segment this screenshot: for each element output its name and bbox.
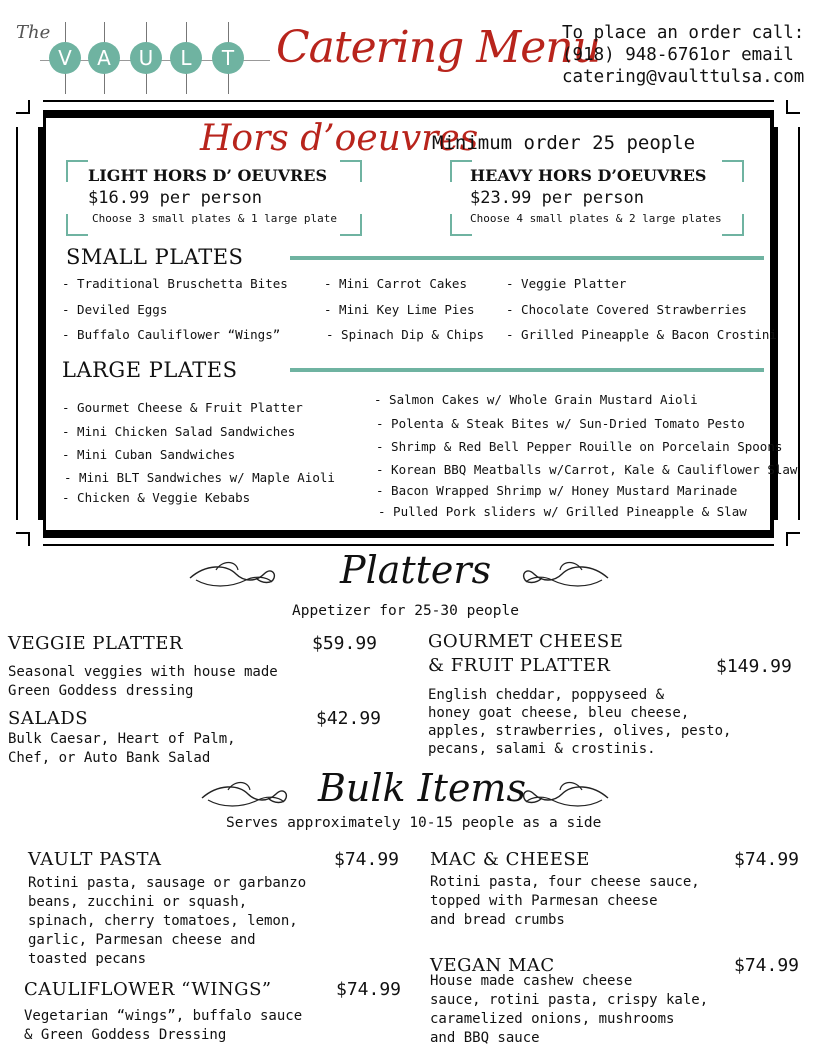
frame-corner-notch — [16, 100, 30, 114]
veggie-platter-price: $59.99 — [312, 633, 378, 654]
logo-letter: T — [212, 42, 244, 74]
bracket — [722, 160, 744, 182]
desc-line: spinach, cherry tomatoes, lemon, — [28, 913, 298, 929]
cheese-platter-desc — [428, 686, 731, 758]
hors-title: Hors d’oeuvres — [200, 118, 479, 159]
list-item: - Chocolate Covered Strawberries — [506, 302, 747, 317]
title-line: GOURMET CHEESE — [428, 631, 624, 652]
logo-letter: L — [170, 42, 202, 74]
vegan-mac-desc — [430, 972, 708, 1048]
desc-line: pecans, salami & crostinis. — [428, 741, 656, 757]
list-item: - Mini BLT Sandwiches w/ Maple Aioli — [64, 470, 335, 485]
cheese-platter-title — [428, 630, 623, 678]
desc-line: caramelized onions, mushrooms — [430, 1011, 675, 1027]
desc-line: Rotini pasta, sausage or garbanzo — [28, 875, 307, 891]
salads-price: $42.99 — [316, 708, 382, 729]
list-item: - Traditional Bruschetta Bites — [62, 276, 288, 291]
list-item: - Bacon Wrapped Shrimp w/ Honey Mustard Marinade — [376, 483, 738, 498]
hors-minimum: Minimum order 25 people — [432, 132, 696, 154]
veggie-platter-title: VEGGIE PLATTER — [8, 633, 183, 654]
contact-info — [562, 22, 804, 88]
flourish-left-icon — [186, 560, 278, 590]
page-title: Catering Menu — [276, 22, 600, 73]
bracket — [450, 214, 472, 236]
list-item: - Buffalo Cauliflower “Wings” — [62, 327, 281, 342]
list-item: - Mini Chicken Salad Sandwiches — [62, 424, 296, 439]
list-item: - Mini Key Lime Pies — [324, 302, 475, 317]
list-item: - Gourmet Cheese & Fruit Platter — [62, 400, 303, 415]
desc-line: House made cashew cheese — [430, 973, 633, 989]
vegan-mac-title: VEGAN MAC — [430, 955, 555, 976]
mac-cheese-title: MAC & CHEESE — [430, 849, 590, 870]
flourish-left-icon — [198, 780, 290, 810]
desc-line: sauce, rotini pasta, crispy kale, — [430, 992, 709, 1008]
frame-corner-notch — [786, 100, 800, 114]
contact-line: To place an order call: — [562, 23, 805, 43]
desc-line: & Green Goddess Dressing — [24, 1027, 227, 1043]
mac-cheese-desc — [430, 873, 700, 930]
list-item: - Mini Cuban Sandwiches — [62, 447, 236, 462]
platters-subtitle: Appetizer for 25-30 people — [292, 603, 519, 619]
platters-title: Platters — [340, 548, 492, 592]
list-item: - Polenta & Steak Bites w/ Sun-Dried Tomato Pesto — [376, 416, 745, 431]
logo-letter: V — [49, 42, 81, 74]
salads-desc — [8, 730, 236, 768]
light-package-title: LIGHT HORS D’ OEUVRES — [88, 166, 328, 185]
logo-letter: U — [130, 42, 162, 74]
cauliflower-wings-price: $74.99 — [336, 979, 402, 1000]
list-item: - Veggie Platter — [506, 276, 627, 291]
list-item: - Pulled Pork sliders w/ Grilled Pineapple & Slaw — [378, 504, 747, 519]
vault-pasta-title: VAULT PASTA — [28, 849, 162, 870]
flourish-right-icon — [520, 560, 612, 590]
desc-line: Seasonal veggies with house made — [8, 664, 278, 680]
bracket — [66, 214, 88, 236]
desc-line: apples, strawberries, olives, pesto, — [428, 723, 732, 739]
section-rule — [290, 368, 764, 372]
desc-line: Vegetarian “wings”, buffalo sauce — [24, 1008, 303, 1024]
list-item: - Spinach Dip & Chips — [326, 327, 485, 342]
desc-line: topped with Parmesan cheese — [430, 893, 658, 909]
bracket — [340, 160, 362, 182]
contact-line: (918) 948-6761or email — [562, 45, 794, 65]
list-item: - Shrimp & Red Bell Pepper Rouille on Porcelain Spoons — [376, 439, 783, 454]
frame-corner-notch — [16, 532, 30, 546]
desc-line: and BBQ sauce — [430, 1030, 540, 1046]
salads-title: SALADS — [8, 708, 89, 729]
heavy-package-price: $23.99 per person — [470, 188, 644, 208]
desc-line: Bulk Caesar, Heart of Palm, — [8, 731, 236, 747]
desc-line: Green Goddess dressing — [8, 683, 194, 699]
cauliflower-wings-desc — [24, 1007, 302, 1045]
heavy-package-desc: Choose 4 small plates & 2 large plates — [470, 212, 722, 225]
mac-cheese-price: $74.99 — [734, 849, 800, 870]
list-item: - Deviled Eggs — [62, 302, 168, 317]
large-plates-heading: LARGE PLATES — [62, 358, 238, 382]
logo-letter: A — [88, 42, 120, 74]
vegan-mac-price: $74.99 — [734, 955, 800, 976]
cheese-platter-price: $149.99 — [716, 656, 792, 677]
flourish-right-icon — [520, 780, 612, 810]
list-item: - Chicken & Veggie Kebabs — [62, 490, 251, 505]
bracket — [450, 160, 472, 182]
desc-line: toasted pecans — [28, 951, 147, 967]
veggie-platter-desc — [8, 663, 278, 701]
list-item: - Grilled Pineapple & Bacon Crostini — [506, 327, 777, 342]
list-item: - Salmon Cakes w/ Whole Grain Mustard Aioli — [374, 392, 698, 407]
desc-line: garlic, Parmesan cheese and — [28, 932, 256, 948]
light-package-price: $16.99 per person — [88, 188, 262, 208]
bulk-items-title: Bulk Items — [318, 766, 526, 810]
bulk-subtitle: Serves approximately 10-15 people as a side — [226, 815, 602, 831]
bracket — [722, 214, 744, 236]
desc-line: and bread crumbs — [430, 912, 565, 928]
vault-pasta-price: $74.99 — [334, 849, 400, 870]
frame-corner-notch — [786, 532, 800, 546]
desc-line: Rotini pasta, four cheese sauce, — [430, 874, 700, 890]
section-rule — [290, 256, 764, 260]
bracket — [340, 214, 362, 236]
contact-line: catering@vaulttulsa.com — [562, 67, 805, 87]
desc-line: honey goat cheese, bleu cheese, — [428, 705, 690, 721]
list-item: - Mini Carrot Cakes — [324, 276, 467, 291]
light-package-desc: Choose 3 small plates & 1 large plate — [92, 212, 338, 225]
bracket — [66, 160, 88, 182]
desc-line: English cheddar, poppyseed & — [428, 687, 665, 703]
heavy-package-title: HEAVY HORS D’OEUVRES — [470, 166, 707, 185]
desc-line: beans, zucchini or squash, — [28, 894, 248, 910]
list-item: - Korean BBQ Meatballs w/Carrot, Kale & Cauliflower Slaw — [376, 462, 798, 477]
title-line: & FRUIT PLATTER — [428, 655, 611, 676]
logo-the: The — [16, 22, 51, 43]
small-plates-heading: SMALL PLATES — [66, 245, 244, 269]
desc-line: Chef, or Auto Bank Salad — [8, 750, 211, 766]
vault-pasta-desc — [28, 874, 306, 969]
cauliflower-wings-title: CAULIFLOWER “WINGS” — [24, 979, 272, 1000]
